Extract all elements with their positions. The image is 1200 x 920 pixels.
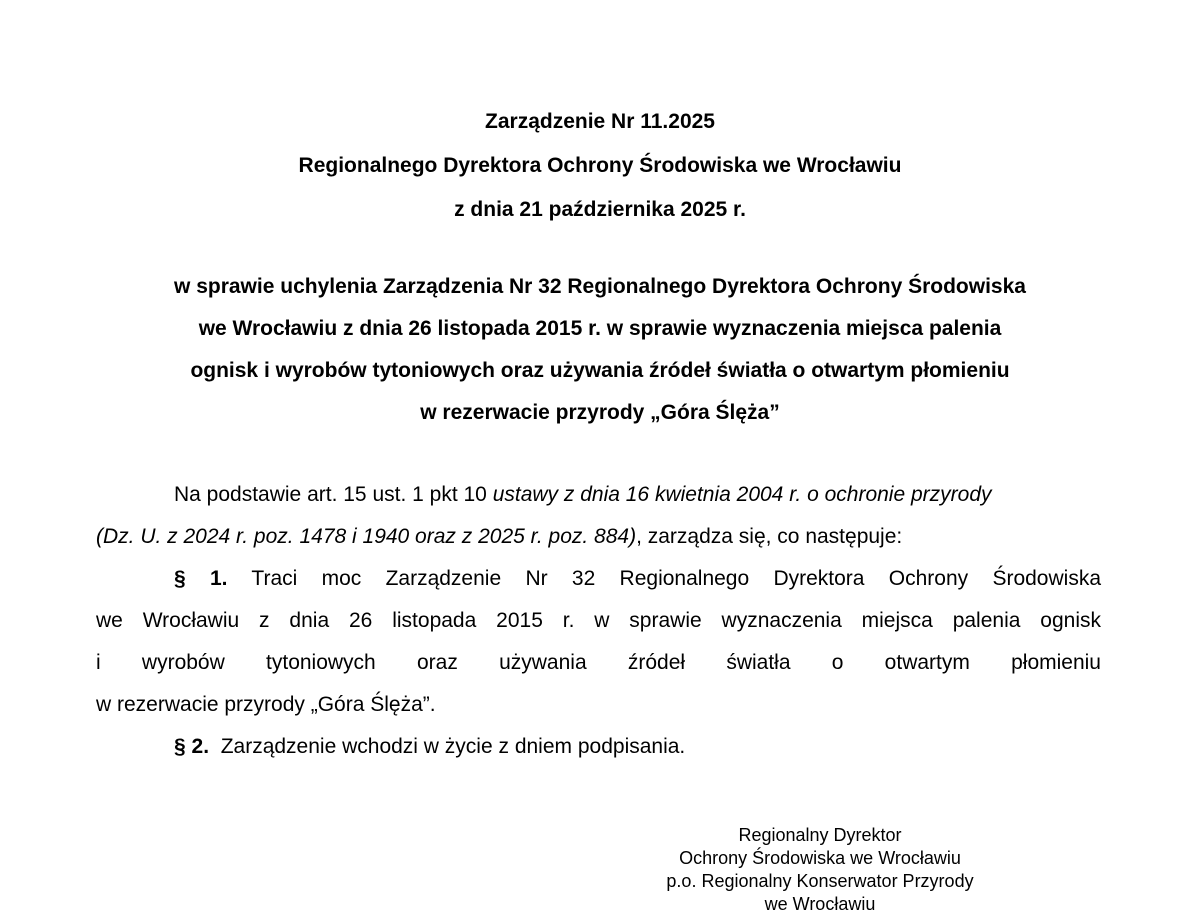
subject-line: ognisk i wyrobów tytoniowych oraz używania źródeł światła o otwartym płomieniu xyxy=(190,359,1010,382)
section-1-line xyxy=(96,558,1101,600)
act-source: (Dz. U. z 2024 r. poz. 1478 i 1940 oraz z 2025 r. poz. 884) xyxy=(96,525,637,548)
document-body xyxy=(96,474,1101,768)
signature-line: Ochrony Środowiska we Wrocławiu xyxy=(679,848,961,868)
signature-line: we Wrocławiu xyxy=(764,894,876,914)
section-1-text: Traci moc Zarządzenie Nr 32 Regionalnego Dyrektora Ochrony Środowiska xyxy=(251,567,1101,590)
section-2-text: Zarządzenie wchodzi w życie z dniem podpisania. xyxy=(220,735,686,758)
signature-block xyxy=(610,824,1030,916)
section-1-line: i wyrobów tytoniowych oraz używania źródeł światła o otwartym płomieniu xyxy=(96,651,1101,674)
section-2-line xyxy=(96,726,1101,768)
subject-line: we Wrocławiu z dnia 26 listopada 2015 r. w sprawie wyznaczenia miejsca palenia xyxy=(198,317,1002,340)
preamble-line-1 xyxy=(96,474,1101,516)
section-1-line: w rezerwacie przyrody „Góra Ślęża”. xyxy=(96,693,436,716)
preamble-line-2 xyxy=(96,516,1101,558)
act-title: ustawy z dnia 16 kwietnia 2004 r. o ochronie przyrody xyxy=(492,483,992,506)
order-date: z dnia 21 października 2025 r. xyxy=(454,198,746,221)
signature-line: Regionalny Dyrektor xyxy=(738,825,902,845)
issuer-name: Regionalnego Dyrektora Ochrony Środowiska we Wrocławiu xyxy=(298,154,902,177)
order-title: Zarządzenie Nr 11.2025 xyxy=(485,110,715,133)
subject-line: w sprawie uchylenia Zarządzenia Nr 32 Regionalnego Dyrektora Ochrony Środowiska xyxy=(174,275,1026,298)
section-2-mark: § 2. xyxy=(174,735,210,758)
section-1-line: we Wrocławiu z dnia 26 listopada 2015 r. w sprawie wyznaczenia miejsca palenia ognisk xyxy=(96,609,1101,632)
section-1-mark: § 1. xyxy=(174,567,228,590)
subject-line: w rezerwacie przyrody „Góra Ślęża” xyxy=(420,401,780,424)
document-header xyxy=(0,100,1200,232)
document-subject xyxy=(0,266,1200,434)
signature-line: p.o. Regionalny Konserwator Przyrody xyxy=(666,871,974,891)
preamble-lead: Na podstawie art. 15 ust. 1 pkt 10 xyxy=(174,483,493,506)
preamble-tail: , zarządza się, co następuje: xyxy=(636,525,903,548)
